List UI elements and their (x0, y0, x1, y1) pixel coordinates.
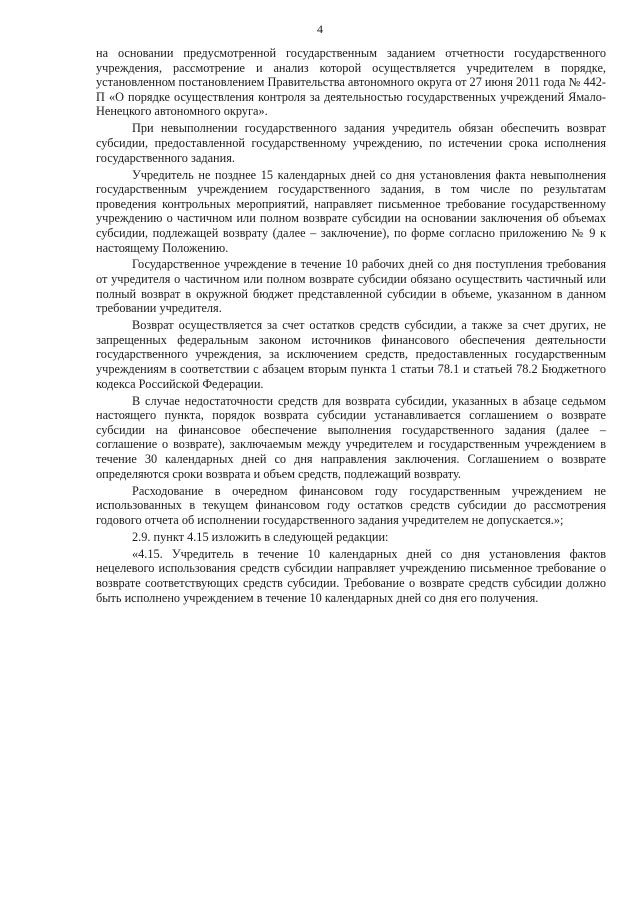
paragraph-return-sources: Возврат осуществляется за счет остатков средств субсидии, а также за счет других, не запрещенных федеральным законом источников финансового обеспечения деятельности государственного учреждения, за исключением средств, предоставленных государственным учреждениям в соответствии с абзацем вторым пункта 1 статьи 78.1 и статьей 78.2 Бюджетного кодекса Российской Федерации. (96, 318, 606, 391)
paragraph-non-fulfillment: При невыполнении государственного задания учредитель обязан обеспечить возврат субсидии, предоставленной государственному учреждению, по истечении срока исполнения государственного задания. (96, 121, 606, 165)
paragraph-amendment-2-9: 2.9. пункт 4.15 изложить в следующей редакции: (132, 529, 389, 544)
paragraph-spending-prohibition: Расходование в очередном финансовом году государственным учреждением не использованных в текущем финансовом году остатков средств субсидии до рассмотрения годового отчета об исполнении государственного задания учредителем не допускается.»; (96, 483, 606, 527)
paragraph-clause-4-15: «4.15. Учредитель в течение 10 календарных дней со дня установления фактов нецелевого использования средств субсидии направляет учреждению письменное требование о возврате соответствующих средств субсидии. Требование о возврате средств субсидии должно быть исполнено учреждением в течение 10 календарных дней со дня его получения. (96, 546, 606, 605)
page-number: 4 (317, 22, 323, 36)
paragraph-continuation: на основании предусмотренной государственным заданием отчетности государственного учреждения, рассмотрение и анализ которой осуществляется учредителем в порядке, установленном постановлением Правительства автономного округа от 27 июня 2011 года № 442-П «О порядке осуществления контроля за деятельностью государственных учреждений Ямало-Ненецкого автономного округа». (96, 46, 606, 119)
paragraph-insufficient-funds: В случае недостаточности средств для возврата субсидии, указанных в абзаце седьмом настоящего пункта, порядок возврата субсидии устанавливается соглашением о возврате субсидии на финансовое обеспечение выполнения государственного задания (далее – соглашение о возврате), заключаемым между учредителем и государственным учреждением в течение 30 календарных дней со дня направления заключения. Соглашением о возврате определяются сроки возврата и объем средств, подлежащий возврату. (96, 393, 606, 481)
paragraph-institution-return: Государственное учреждение в течение 10 рабочих дней со дня поступления требования от учредителя о частичном или полном возврате субсидии обязано осуществить частичный или полный возврат в окружной бюджет представленной субсидии в объеме, указанном в данном требовании учредителя. (96, 257, 606, 316)
document-body (96, 46, 606, 605)
paragraph-founder-requirement: Учредитель не позднее 15 календарных дней со дня установления факта невыполнения государственным учреждением государственного задания, в том числе по результатам проведения контрольных мероприятий, направляет письменное требование государственному учреждению о частичном или полном возврате субсидии на основании заключения об объемах субсидии, подлежащей возврату (далее – заключение), по форме согласно приложению № 9 к настоящему Положению. (96, 167, 606, 255)
